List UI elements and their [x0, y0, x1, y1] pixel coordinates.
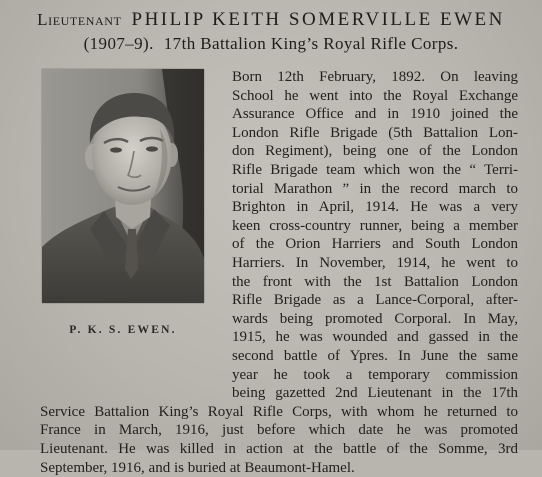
body-line: Brighton in April, 1914. He was a very	[232, 199, 518, 216]
body-line: the front with the 1st Battalion London	[232, 273, 518, 290]
body-line: second battle of Ypres. In June the same	[232, 348, 518, 364]
body-line: 1915, he was wounded and gassed in the	[232, 329, 518, 346]
heading-line-2	[0, 32, 542, 56]
body-line: Rifle Brigade team which won the “ Terri-	[232, 162, 518, 178]
entry-heading	[0, 8, 542, 56]
body-line: September, 1916, and is buried at Beaumont-Hamel.	[40, 459, 355, 476]
portrait-photo	[42, 69, 204, 303]
body-line: keen cross-country runner, being a member	[232, 217, 518, 234]
heading-line-1	[0, 8, 542, 32]
body-line: being gazetted 2nd Lieutenant in the 17th	[232, 385, 518, 402]
full-name: PHILIP KEITH SOMERVILLE EWEN	[131, 9, 505, 30]
body-line: wards being promoted Corporal. In May,	[232, 310, 518, 327]
body-line: Born 12th February, 1892. On leaving	[232, 69, 518, 85]
body-line: year he took a temporary commission	[232, 366, 518, 383]
photo-caption: P. K. S. EWEN.	[69, 324, 177, 336]
body-line: of the Orion Harriers and South London	[232, 236, 518, 253]
body-line: France in March, 1916, just before which date he was promoted	[40, 422, 518, 439]
body-line: Service Battalion King’s Royal Rifle Corps, with whom he returned to	[40, 403, 518, 420]
rank: Lieutenant	[37, 10, 122, 29]
school-dates: (1907–9).	[83, 34, 154, 53]
body-line: Assurance Office and in 1910 joined the	[232, 106, 518, 123]
body-line: Rifle Brigade as a Lance-Corporal, after-	[232, 292, 518, 309]
body-line: London Rifle Brigade (5th Battalion Lon-	[232, 124, 518, 141]
body-line: School he went into the Royal Exchange	[232, 87, 518, 104]
body-line: don Regiment), being one of the London	[232, 143, 518, 160]
body-line: torial Marathon ” in the record march to	[232, 180, 518, 197]
body-line: Lieutenant. He was killed in action at the battle of the Somme, 3rd	[40, 441, 518, 457]
portrait-image	[42, 69, 204, 303]
military-unit: 17th Battalion King’s Royal Rifle Corps.	[163, 34, 459, 53]
body-line: Harriers. In November, 1914, he went to	[232, 255, 518, 271]
